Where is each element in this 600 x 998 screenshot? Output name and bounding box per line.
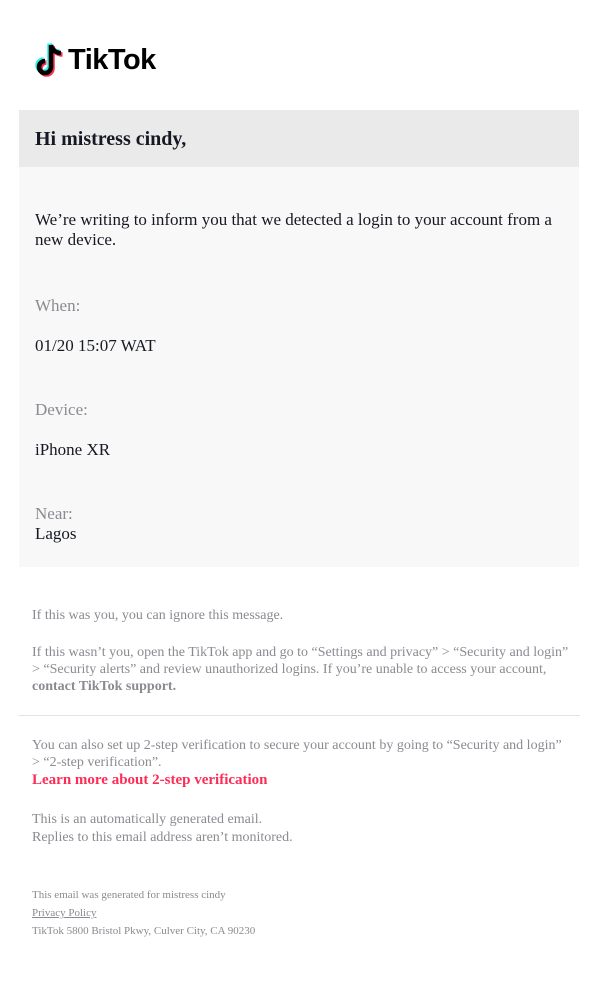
tiktok-note-icon: [32, 42, 66, 78]
device-value: iPhone XR: [35, 440, 111, 459]
two-step-link-row: [32, 772, 572, 789]
when-value: 01/20 15:07 WAT: [35, 336, 156, 355]
privacy-row: [32, 907, 96, 919]
ignore-message: If this was you, you can ignore this message.: [32, 608, 284, 623]
when-label: When:: [35, 296, 81, 315]
login-alert-card: [19, 110, 579, 567]
company-address: TikTok 5800 Bristol Pkwy, Culver City, CA 90230: [32, 925, 256, 937]
near-label: Near:: [35, 504, 73, 523]
auto-generated-line: This is an automatically generated email.: [32, 812, 263, 827]
tiktok-logo: [32, 42, 156, 78]
no-reply-line: Replies to this email address aren’t monitored.: [32, 830, 293, 845]
device-label: Device:: [35, 400, 88, 419]
card-header: [19, 110, 579, 167]
generated-for: This email was generated for mistress cindy: [32, 889, 226, 901]
not-you-text: If this wasn’t you, open the TikTok app and go to “Settings and privacy” > “Security and login” > “Security alerts” and review unauthorized logins. If you’re unable to access your account,: [32, 645, 569, 677]
greeting: Hi mistress cindy,: [35, 128, 187, 150]
not-you-message: [32, 644, 572, 695]
privacy-policy-link[interactable]: Privacy Policy: [32, 907, 97, 919]
near-value: Lagos: [35, 524, 77, 543]
two-step-link[interactable]: Learn more about 2-step verification: [32, 772, 268, 788]
brand-name: TikTok: [68, 44, 156, 76]
two-step-message: You can also set up 2-step verification to secure your account by going to “Security and login” > “2-step verification”.: [32, 738, 562, 770]
intro-text: We’re writing to inform you that we detected a login to your account from a new device.: [35, 210, 552, 249]
divider: [19, 715, 580, 716]
contact-support-link[interactable]: contact TikTok support.: [32, 679, 177, 694]
